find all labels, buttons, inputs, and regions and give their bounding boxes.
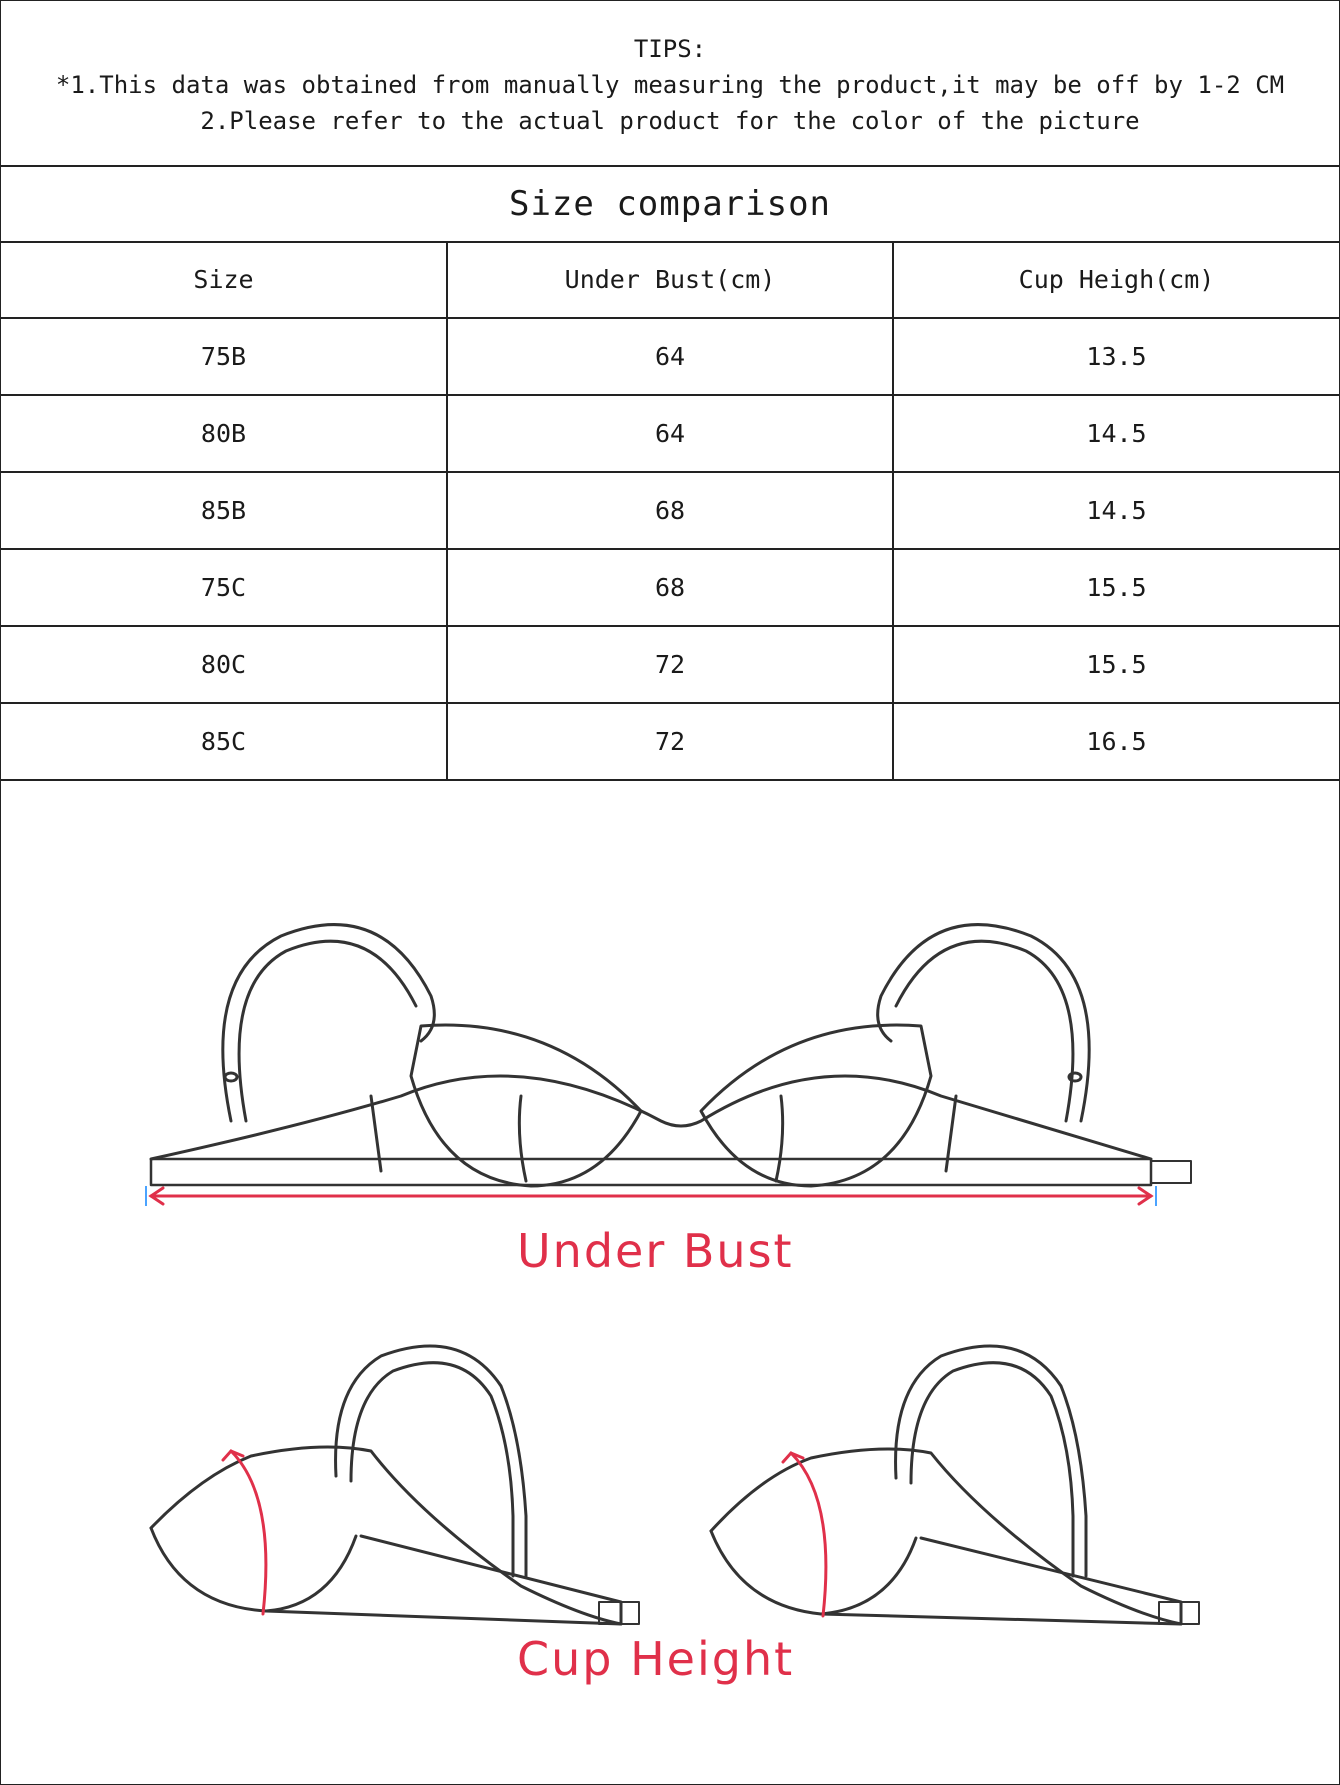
cell-cup-height: 16.5 <box>893 703 1339 780</box>
measurement-diagrams <box>1 776 1339 1784</box>
table-row <box>1 626 1339 703</box>
tips-panel <box>1 1 1339 167</box>
cell-cup-height: 14.5 <box>893 395 1339 472</box>
cell-size: 75B <box>1 318 447 395</box>
full-bra-drawing <box>151 925 1191 1186</box>
under-bust-label: Under Bust <box>517 1224 794 1278</box>
tips-title: TIPS: <box>633 35 707 63</box>
cell-under-bust: 64 <box>447 318 893 395</box>
table-row <box>1 472 1339 549</box>
cell-cup-height: 15.5 <box>893 549 1339 626</box>
cell-size: 80C <box>1 626 447 703</box>
cell-under-bust: 68 <box>447 472 893 549</box>
cup-height-arrow-left <box>223 1451 266 1614</box>
cell-size: 80B <box>1 395 447 472</box>
cup-height-drawing-left <box>151 1346 639 1624</box>
cell-cup-height: 15.5 <box>893 626 1339 703</box>
tips-line-2: 2.Please refer to the actual product for the color of the picture <box>200 107 1140 135</box>
cell-under-bust: 64 <box>447 395 893 472</box>
table-row <box>1 318 1339 395</box>
cell-under-bust: 72 <box>447 626 893 703</box>
header-cup-height: Cup Heigh(cm) <box>893 242 1339 318</box>
header-under-bust: Under Bust(cm) <box>447 242 893 318</box>
cell-under-bust: 68 <box>447 549 893 626</box>
cup-height-arrow-right <box>783 1453 826 1616</box>
size-comparison-title: Size comparison <box>1 167 1339 243</box>
size-table <box>1 242 1339 781</box>
table-row <box>1 549 1339 626</box>
cell-cup-height: 13.5 <box>893 318 1339 395</box>
table-row <box>1 395 1339 472</box>
cell-size: 75C <box>1 549 447 626</box>
header-size: Size <box>1 242 447 318</box>
table-row <box>1 703 1339 780</box>
cup-height-drawing-right <box>711 1346 1199 1624</box>
size-table-header <box>1 242 1339 318</box>
cup-height-label: Cup Height <box>517 1632 795 1686</box>
tips-line-1: *1.This data was obtained from manually measuring the product,it may be off by 1-2 CM <box>55 71 1285 99</box>
under-bust-arrow <box>151 1188 1151 1204</box>
cell-cup-height: 14.5 <box>893 472 1339 549</box>
cell-size: 85C <box>1 703 447 780</box>
cell-size: 85B <box>1 472 447 549</box>
cell-under-bust: 72 <box>447 703 893 780</box>
